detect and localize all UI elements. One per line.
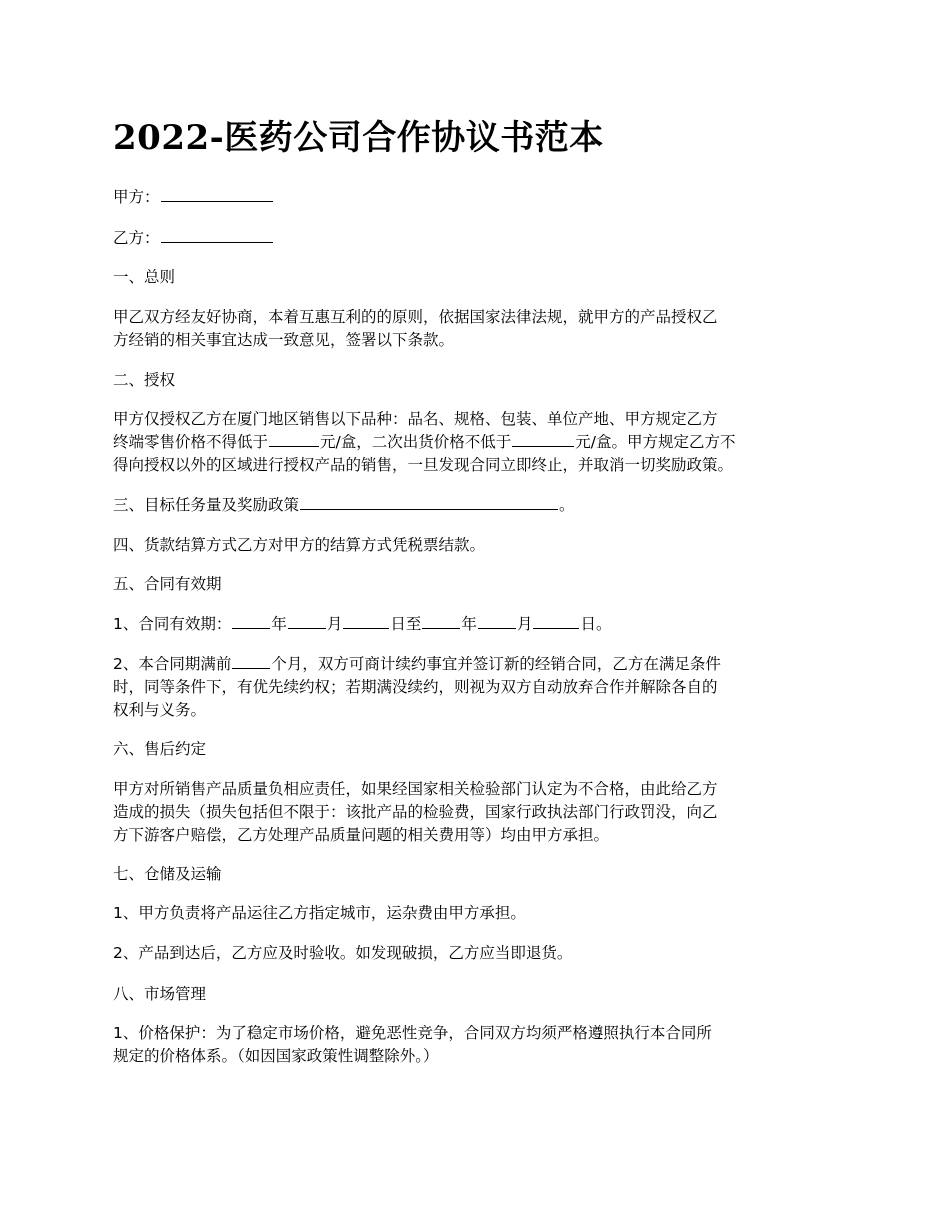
validity-period-item xyxy=(113,613,858,636)
paragraph-authorization-line-3: 得向授权以外的区域进行授权产品的销售，一旦发现合同立即终止，并取消一切奖励政策。 xyxy=(113,456,734,474)
section-heading-authorization: 二、授权 xyxy=(113,371,176,389)
day-end-text: 日。 xyxy=(580,615,612,633)
secondary-price-text: 元/盒，二次出货价格不低于 xyxy=(320,433,512,451)
section-heading-general: 一、总则 xyxy=(113,268,176,286)
paragraph-authorization-line-2 xyxy=(113,431,858,454)
year-text: 年 xyxy=(271,615,287,633)
start-day-blank xyxy=(343,627,389,629)
market-management-item-1-line-1: 1、价格保护：为了稳定市场价格，避免恶性竞争，合同双方均须严格遵照执行本合同所 xyxy=(113,1024,712,1042)
month-text: 月 xyxy=(516,615,533,633)
paragraph-authorization-line-1: 甲方仅授权乙方在厦门地区销售以下品种：品名、规格、包装、单位产地、甲方规定乙方 xyxy=(113,410,718,428)
party-b-label: 乙方： xyxy=(113,229,160,247)
storage-transport-item-1: 1、甲方负责将产品运往乙方指定城市，运杂费由甲方承担。 xyxy=(113,904,526,922)
target-incentive-blank xyxy=(300,508,558,510)
renewal-months-blank xyxy=(232,667,270,669)
retail-price-blank xyxy=(269,445,319,447)
party-b-blank xyxy=(161,241,273,243)
renewal-item-line-1 xyxy=(113,653,858,676)
target-incentive-end: 。 xyxy=(559,496,575,514)
start-month-blank xyxy=(288,627,326,629)
retail-price-text: 终端零售价格不得低于 xyxy=(113,433,269,451)
renewal-text-a: 2、本合同期满前 xyxy=(113,655,232,673)
renewal-item-line-2: 时，同等条件下，有优先续约权；若期满没续约，则视为双方自动放弃合作并解除各自的 xyxy=(113,678,718,696)
storage-transport-item-2: 2、产品到达后，乙方应及时验收。如发现破损，乙方应当即退货。 xyxy=(113,944,573,962)
secondary-price-blank xyxy=(512,445,574,447)
market-management-item-1-line-2: 规定的价格体系。（如因国家政策性调整除外。） xyxy=(113,1047,439,1065)
section-heading-validity: 五、合同有效期 xyxy=(113,575,222,593)
party-b-line xyxy=(113,227,858,250)
price-unit-text: 元/盒。甲方规定乙方不 xyxy=(575,433,736,451)
paragraph-after-sales-line-1: 甲方对所销售产品质量负相应责任，如果经国家相关检验部门认定为不合格，由此给乙方 xyxy=(113,780,718,798)
end-day-blank xyxy=(533,627,579,629)
section-target-incentive xyxy=(113,494,858,517)
paragraph-after-sales-line-3: 方下游客户赔偿，乙方处理产品质量问题的相关费用等）均由甲方承担。 xyxy=(113,826,610,844)
paragraph-general-line-1: 甲乙双方经友好协商，本着互惠互利的的原则，依据国家法律法规，就甲方的产品授权乙 xyxy=(113,308,718,326)
renewal-item-line-3: 权利与义务。 xyxy=(113,701,207,719)
party-a-label: 甲方： xyxy=(113,188,160,206)
validity-period-label: 1、合同有效期： xyxy=(113,615,232,633)
party-a-line xyxy=(113,186,858,209)
start-year-blank xyxy=(232,627,270,629)
month-text: 月 xyxy=(326,615,343,633)
section-heading-market-management: 八、市场管理 xyxy=(113,985,207,1003)
party-a-blank xyxy=(161,200,273,202)
day-to-text: 日至 xyxy=(390,615,422,633)
end-month-blank xyxy=(478,627,516,629)
target-incentive-label: 三、目标任务量及奖励政策 xyxy=(113,496,300,514)
paragraph-after-sales-line-2: 造成的损失（损失包括但不限于：该批产品的检验费，国家行政执法部门行政罚没，向乙 xyxy=(113,803,718,821)
document-title: 2022-医药公司合作协议书范本 xyxy=(113,118,604,158)
section-payment-settlement: 四、货款结算方式乙方对甲方的结算方式凭税票结款。 xyxy=(113,536,486,554)
paragraph-general-line-2: 方经销的相关事宜达成一致意见，签署以下条款。 xyxy=(113,331,455,349)
year-text: 年 xyxy=(461,615,477,633)
renewal-text-b: 个月，双方可商计续约事宜并签订新的经销合同，乙方在满足条件 xyxy=(271,655,721,673)
section-heading-after-sales: 六、售后约定 xyxy=(113,740,207,758)
end-year-blank xyxy=(422,627,460,629)
section-heading-storage-transport: 七、仓储及运输 xyxy=(113,865,222,883)
